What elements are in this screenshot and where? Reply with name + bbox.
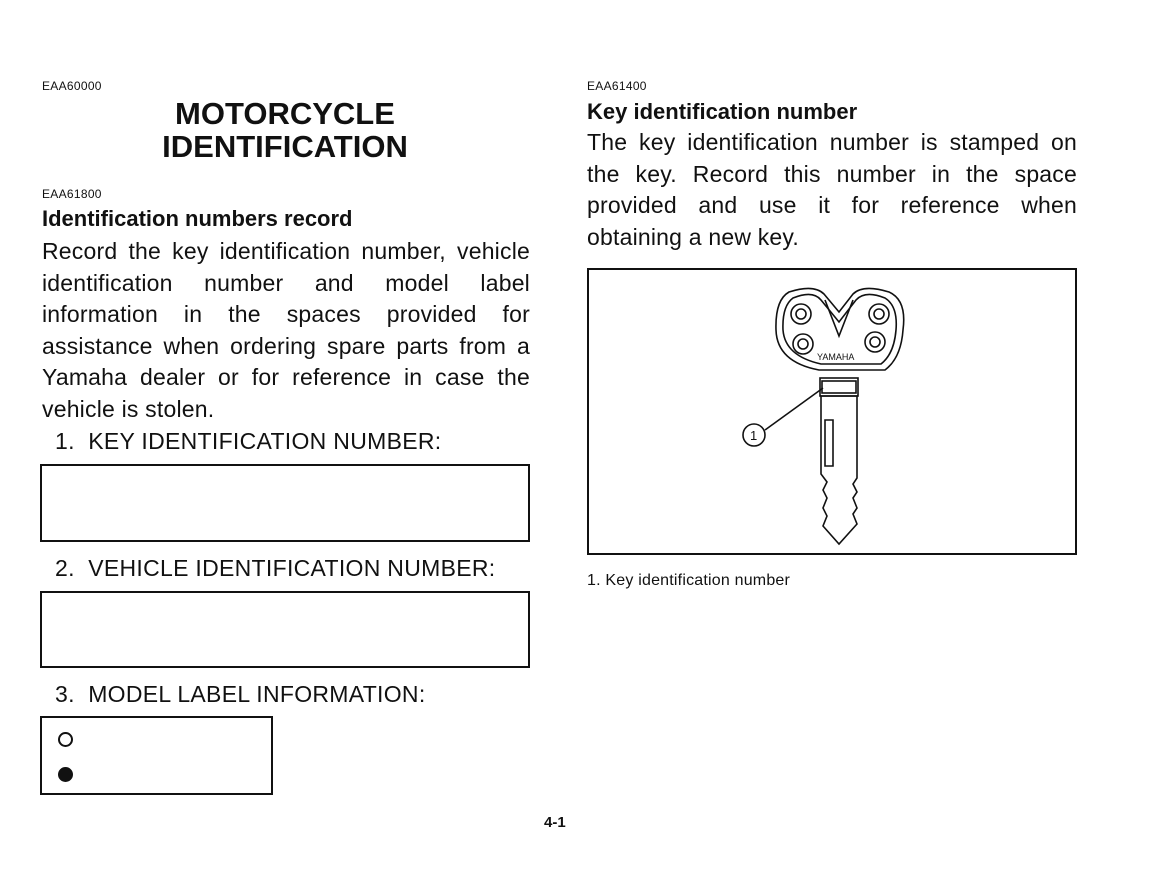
key-figure [587,268,1077,555]
item-number: 2. [55,555,75,581]
item-number: 3. [55,681,75,707]
page-number: 4-1 [544,814,566,831]
page-title-line1: MOTORCYCLE [175,96,395,131]
item-vehicle-id-label [55,555,495,582]
open-circle-icon [58,732,73,747]
section-heading: Identification numbers record [42,206,353,231]
filled-circle-icon [58,767,73,782]
key-brand-text: YAMAHA [817,352,855,362]
item-label: KEY IDENTIFICATION NUMBER: [88,428,442,454]
key-illustration [589,270,1075,553]
section-heading: Key identification number [587,99,858,124]
item-key-id-label [55,428,441,455]
section-code: EAA61400 [587,79,647,93]
item-label: VEHICLE IDENTIFICATION NUMBER: [88,555,496,581]
page-title [160,97,410,163]
callout-number: 1 [750,428,758,443]
item-label: MODEL LABEL INFORMATION: [88,681,426,707]
key-paragraph: The key identification number is stamped on the key. Record this number in the space provided and use it for reference when obtaining a new key. [587,129,1077,250]
item-model-label-label [55,681,426,708]
page-title-line2: IDENTIFICATION [162,129,408,164]
section-code: EAA60000 [42,79,102,93]
figure-caption [587,572,790,590]
subsection-code: EAA61800 [42,187,102,201]
intro-paragraph: Record the key identification number, vehicle identification number and model label information in the spaces provided for assistance when ordering spare parts from a Yamaha dealer or for reference in case the vehicle is stolen. [42,238,530,422]
caption-text: Key identification number [605,572,791,589]
model-label-record-box[interactable] [40,716,273,795]
item-number: 1. [55,428,75,454]
key-id-record-box[interactable] [40,464,530,542]
vehicle-id-record-box[interactable] [40,591,530,668]
caption-number: 1. [587,572,601,589]
